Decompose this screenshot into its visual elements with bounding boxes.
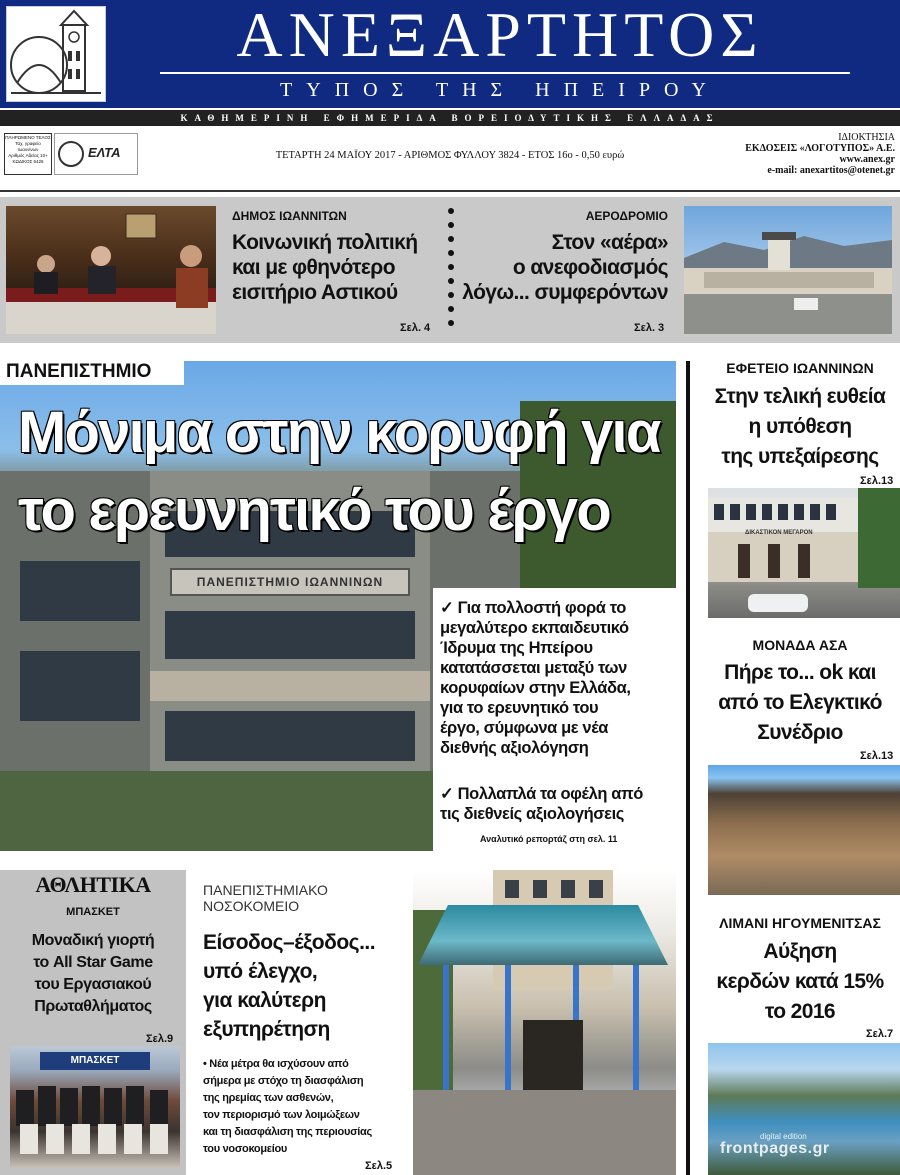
dek-line: • Νέα μέτρα θα ισχύσουν από	[203, 1058, 349, 1070]
headline-line: το All Star Game	[33, 954, 153, 971]
frontpages-watermark: frontpages.gr	[720, 1140, 830, 1157]
paid-line: Αριθμός Αδείας 10+	[8, 153, 48, 158]
watermark-small: digital edition	[760, 1132, 807, 1141]
bullet-line: για το ερευνητικό του	[440, 699, 599, 717]
headline-line: και με φθηνότερο	[232, 256, 395, 279]
airport-photo[interactable]	[684, 206, 892, 334]
headline-line: υπό έλεγχο,	[203, 960, 318, 983]
bullet-line: μεγαλύτερο εκπαιδευτικό	[440, 619, 629, 637]
newspaper-subtitle: ΤΥΠΟΣ ΤΗΣ ΗΠΕΙΡΟΥ	[280, 79, 720, 101]
court-banner: ΜΠΑΣΚΕΤ	[40, 1052, 150, 1070]
bullet-line: τις διεθνείς αξιολογήσεις	[440, 805, 624, 823]
port-headline[interactable]	[700, 937, 900, 1027]
asa-kicker: ΜΟΝΑΔΑ ΑΣΑ	[752, 637, 848, 653]
headline-line: Κοινωνική πολιτική	[232, 231, 418, 254]
column-rule	[686, 361, 690, 1175]
headline-line: Μόνιμα στην κορυφή για	[18, 400, 660, 465]
headline-line: ο ανεφοδιασμός	[512, 256, 668, 279]
dek-line: τον περιορισμό των λοιμώξεων	[203, 1109, 360, 1121]
headline-line: το 2016	[765, 1000, 835, 1023]
port-kicker: ΛΙΜΑΝΙ ΗΓΟΥΜΕΝΙΤΣΑΣ	[719, 915, 881, 931]
lead-bullet-1	[440, 598, 674, 758]
clock-tower-icon	[7, 7, 105, 101]
bullet-line: διεθνής αξιολόγηση	[440, 739, 589, 757]
courthouse-sign: ΔΙΚΑΣΤΙΚΟΝ ΜΕΓΑΡΟΝ	[745, 530, 813, 536]
hospital-dek	[203, 1056, 409, 1158]
sports-section-title: ΑΘΛΗΤΙΚΑ	[35, 872, 151, 897]
lead-bullet-2	[440, 784, 674, 824]
elta-logo: ΕΛΤΑ	[88, 145, 121, 160]
postal-seal-icon	[58, 141, 84, 167]
headline-line: Συνέδριο	[757, 721, 843, 744]
headline-line: εξυπηρέτηση	[203, 1018, 330, 1041]
sports-kicker: ΜΠΑΣΚΕΤ	[66, 906, 120, 918]
sports-page-ref: Σελ.9	[146, 1033, 174, 1045]
header-divider	[0, 190, 900, 192]
headline-line: Πήρε το... ok και	[724, 661, 876, 684]
landfill-photo[interactable]	[708, 765, 900, 895]
top-right-page-ref: Σελ. 3	[634, 322, 665, 334]
headline-line: Αύξηση	[763, 940, 837, 963]
email-link[interactable]: e-mail: anexartitos@otenet.gr	[767, 165, 895, 176]
bullet-line: κατατάσσεται μεταξύ των	[440, 659, 627, 677]
headline-line: Στον «αέρα»	[551, 231, 668, 254]
website-link[interactable]: www.anex.gr	[839, 154, 895, 165]
newspaper-title: ΑΝΕΞΑΡΤΗΤΟΣ	[236, 0, 764, 70]
dek-line: και τη διασφάλιση της περιουσίας	[203, 1126, 372, 1138]
top-left-page-ref: Σελ. 4	[400, 322, 431, 334]
daily-strip: ΚΑΘΗΜΕΡΙΝΗ ΕΦΗΜΕΡΙΔΑ ΒΟΡΕΙΟΔΥΤΙΚΗΣ ΕΛΛΑΔΑΣ	[0, 110, 900, 126]
hospital-headline[interactable]	[203, 928, 408, 1044]
dek-line: του νοσοκομείου	[203, 1143, 287, 1155]
sports-headline[interactable]	[4, 930, 182, 1018]
headline-line: για καλύτερη	[203, 989, 326, 1012]
headline-line: από το Ελεγκτικό	[718, 691, 882, 714]
headline-line: Είσοδος–έξοδος...	[203, 931, 376, 954]
bullet-line: Πολλαπλά τα οφέλη από	[457, 785, 643, 803]
headline-line: λόγω... συμφερόντων	[462, 281, 668, 304]
check-icon: ✓	[440, 599, 454, 617]
paid-line: ΚΩΔΙΚΟΣ 6426	[12, 159, 44, 164]
council-meeting-photo[interactable]	[6, 206, 216, 334]
bullet-line: έργο, σύμφωνα με νέα	[440, 719, 608, 737]
headline-line: Πρωταθλήματος	[34, 998, 152, 1015]
masthead-rule	[160, 72, 850, 74]
headline-line: Μοναδική γιορτή	[31, 932, 155, 949]
paid-postage-box	[4, 133, 52, 175]
court-headline[interactable]	[700, 382, 900, 472]
lead-headline[interactable]	[18, 394, 668, 550]
bullet-line: κορυφαίων στην Ελλάδα,	[440, 679, 631, 697]
lead-kicker: ΠΑΝΕΠΙΣΤΗΜΙΟ	[6, 361, 152, 382]
university-sign: ΠΑΝΕΠΙΣΤΗΜΙΟ ΙΩΑΝΝΙΝΩΝ	[170, 568, 410, 596]
top-right-kicker: ΑΕΡΟΔΡΟΜΙΟ	[585, 209, 668, 223]
bullet-line: Για πολλοστή φορά το	[457, 599, 626, 617]
paid-line: ΠΛΗΡΩΜΕΝΟ ΤΕΛΟΣ	[5, 135, 51, 140]
headline-line: της υπεξαίρεσης	[721, 445, 879, 468]
owner-name: ΕΚΔΟΣΕΙΣ «ΛΟΓΟΤΥΠΟΣ» Α.Ε.	[745, 143, 895, 154]
hospital-page-ref: Σελ.5	[365, 1160, 393, 1172]
kicker-line: ΝΟΣΟΚΟΜΕΙΟ	[203, 898, 300, 914]
courthouse-photo[interactable]	[708, 488, 900, 618]
top-left-headline[interactable]	[232, 230, 442, 305]
court-kicker: ΕΦΕΤΕΙΟ ΙΩΑΝΝΙΝΩΝ	[726, 360, 874, 376]
top-left-kicker: ΔΗΜΟΣ ΙΩΑΝΝΙΤΩΝ	[232, 209, 347, 223]
lead-continued-ref[interactable]: Αναλυτικό ρεπορτάζ στη σελ. 11	[480, 834, 618, 844]
issue-date-line: ΤΕΤΑΡΤΗ 24 ΜΑΪΟΥ 2017 - ΑΡΙΘΜΟΣ ΦΥΛΛΟΥ 3824 - ΕΤΟΣ 16ο - 0,50 ευρώ	[275, 150, 625, 161]
bullet-line: Ίδρυμα της Ηπείρου	[440, 639, 593, 657]
dek-line: της ηρεμίας των ασθενών,	[203, 1092, 334, 1104]
dek-line: σήμερα με στόχο τη διασφάλιση	[203, 1075, 364, 1087]
asa-headline[interactable]	[700, 658, 900, 748]
top-right-headline[interactable]	[460, 230, 668, 305]
ownership-block	[720, 132, 895, 176]
dotted-separator	[447, 206, 455, 334]
court-page-ref: Σελ.13	[860, 475, 894, 487]
glass-canopy	[418, 905, 668, 965]
owner-label: ΙΔΙΟΚΤΗΣΙΑ	[838, 132, 895, 143]
headline-line: η υπόθεση	[748, 415, 852, 438]
headline-line: Στην τελική ευθεία	[714, 385, 886, 408]
headline-line: του Εργασιακού	[34, 976, 152, 993]
check-icon: ✓	[440, 785, 454, 803]
headline-line: εισιτήριο Αστικού	[232, 281, 398, 304]
headline-line: κερδών κατά 15%	[716, 970, 884, 993]
asa-page-ref: Σελ.13	[860, 750, 894, 762]
kicker-line: ΠΑΝΕΠΙΣΤΗΜΙΑΚΟ	[203, 882, 328, 898]
hospital-kicker	[203, 882, 403, 914]
headline-line: το ερευνητικό του έργο	[18, 478, 610, 543]
paid-line: Ιωαννίνων	[17, 147, 39, 152]
port-page-ref: Σελ.7	[866, 1028, 894, 1040]
paid-line: Ταχ. γραφείο	[15, 141, 41, 146]
clock-tower-logo[interactable]	[6, 6, 106, 102]
